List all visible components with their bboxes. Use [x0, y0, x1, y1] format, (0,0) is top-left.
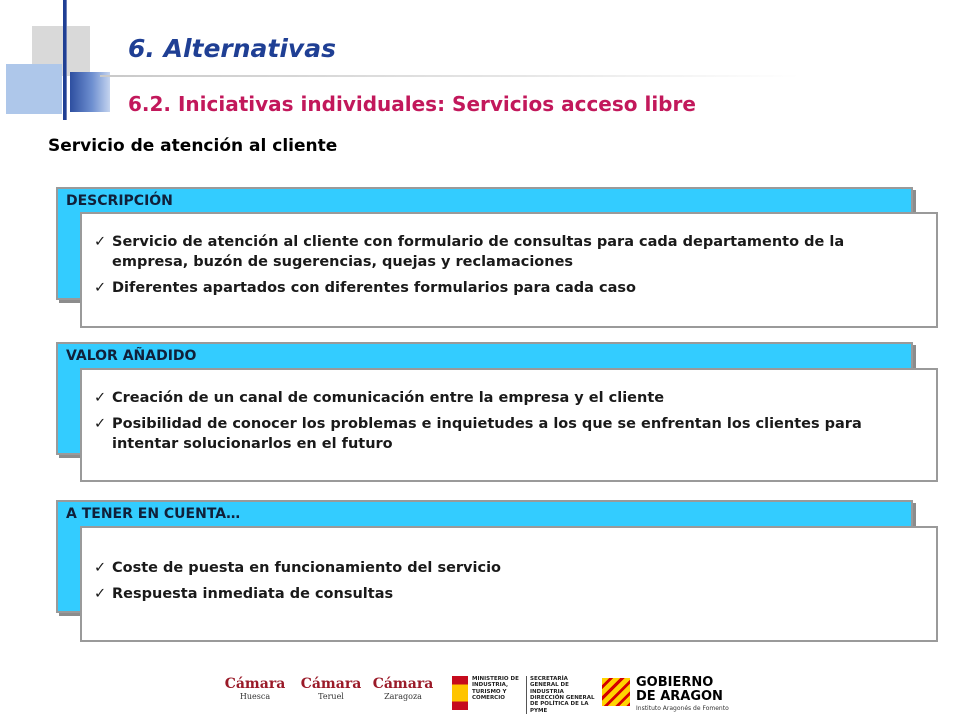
bullet-list: [94, 232, 922, 298]
panel-body: [80, 368, 938, 482]
bullet-text: Diferentes apartados con diferentes formularios para cada caso: [112, 280, 636, 296]
bullet-text: Servicio de atención al cliente con formulario de consultas para cada departamento de la empresa, buzón de sugerencias, quejas y reclamaciones: [112, 234, 845, 270]
camara-huesca-logo: [222, 676, 288, 701]
bullet-item: [94, 414, 922, 454]
camara-city: Zaragoza: [384, 692, 422, 701]
check-icon: ✓: [94, 560, 107, 576]
secretaria-text: SECRETARÍA GENERAL DE INDUSTRIA DIRECCIÓN GENERAL DE POLÍTICA DE LA PYME: [526, 676, 596, 714]
decor-vertical-line-thin: [66, 0, 67, 120]
aragon-flag-icon: [602, 678, 630, 706]
check-icon: ✓: [94, 586, 107, 602]
bullet-item: [94, 558, 922, 578]
bullet-list: [94, 388, 922, 454]
bullet-item: [94, 278, 922, 298]
check-icon: ✓: [94, 390, 107, 406]
decor-horizontal-line: [100, 75, 800, 77]
section-heading: Servicio de atención al cliente: [48, 136, 338, 156]
camara-city: Huesca: [239, 692, 271, 701]
decor-square-blue-gradient: [70, 72, 110, 112]
panel-header-label: A TENER EN CUENTA…: [66, 506, 241, 522]
page-subtitle: 6.2. Iniciativas individuales: Servicios acceso libre: [128, 92, 696, 116]
bullet-text: Creación de un canal de comunicación entre la empresa y el cliente: [112, 390, 665, 406]
page-title: 6. Alternativas: [128, 34, 336, 63]
camara-zaragoza-logo: [370, 676, 436, 701]
bullet-text: Coste de puesta en funcionamiento del servicio: [112, 560, 502, 576]
camara-word: Cámara: [372, 676, 434, 692]
camara-city: Teruel: [318, 692, 344, 701]
bullet-list: [94, 558, 922, 604]
bullet-item: [94, 388, 922, 408]
footer-logos: [0, 670, 960, 720]
aragon-name: [636, 676, 723, 703]
panel-body: [80, 212, 938, 328]
camara-word: Cámara: [224, 676, 286, 692]
aragon-name-line2: DE ARAGON: [636, 688, 723, 704]
camara-word: Cámara: [300, 676, 362, 692]
panel-body: [80, 526, 938, 642]
ministerio-logo: [452, 676, 595, 714]
bullet-text: Posibilidad de conocer los problemas e inquietudes a los que se enfrentan los clientes para intentar solucionarlos en el futuro: [112, 416, 862, 452]
bullet-text: Respuesta inmediata de consultas: [112, 586, 394, 602]
aragon-name-line1: GOBIERNO: [636, 675, 714, 690]
spain-crest-icon: [452, 676, 468, 710]
panel-header-label: VALOR AÑADIDO: [66, 348, 197, 364]
check-icon: ✓: [94, 280, 107, 296]
aragon-subtitle: Instituto Aragonés de Fomento: [636, 705, 729, 712]
check-icon: ✓: [94, 234, 107, 250]
bullet-item: [94, 232, 922, 272]
check-icon: ✓: [94, 416, 107, 432]
ministerio-text: MINISTERIO DE INDUSTRIA, TURISMO Y COMERCIO: [472, 676, 519, 701]
decor-square-light-blue: [6, 64, 62, 114]
camara-teruel-logo: [298, 676, 364, 701]
bullet-item: [94, 584, 922, 604]
panel-header-label: DESCRIPCIÓN: [66, 193, 173, 209]
gobierno-aragon-logo: [602, 674, 742, 714]
